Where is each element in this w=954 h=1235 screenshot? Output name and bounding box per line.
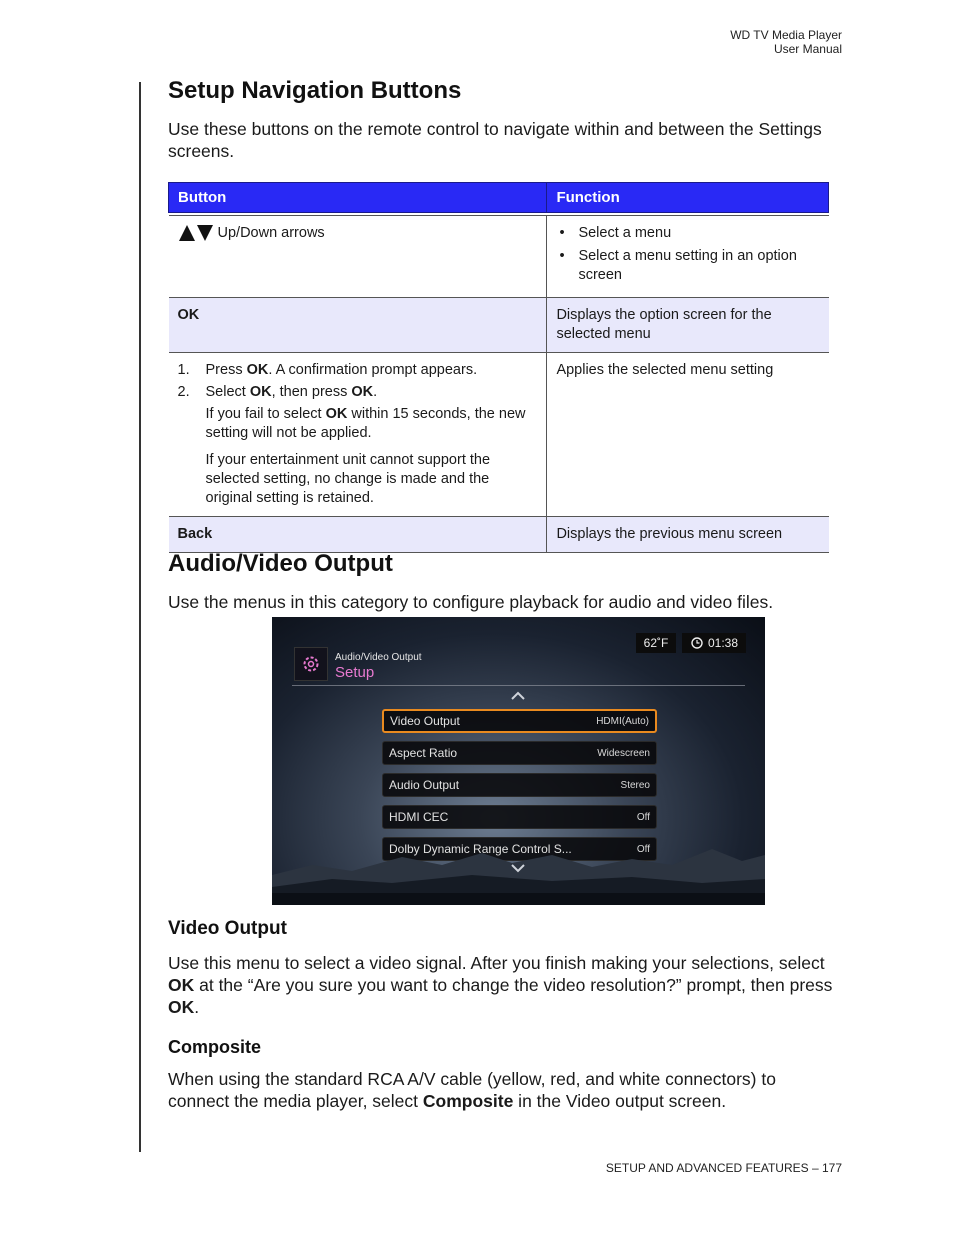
header-divider: [292, 685, 745, 686]
header-doc: User Manual: [773, 42, 842, 56]
navigation-buttons-table: [168, 182, 829, 553]
setup-screen-screenshot: [272, 617, 765, 905]
clock-badge: [682, 633, 746, 653]
section-title-av-output: Audio/Video Output: [168, 550, 393, 577]
clock-time: 01:38: [707, 636, 738, 650]
clock-icon: [691, 637, 703, 649]
subsection-title-video-output: Video Output: [168, 918, 287, 939]
menu-item-aspect-ratio[interactable]: Aspect Ratio Widescreen: [382, 741, 657, 765]
list-item: • Select a menu: [556, 224, 819, 243]
menu-item-hdmi-cec[interactable]: HDMI CEC Off: [382, 805, 657, 829]
margin-rule: [139, 82, 141, 1152]
page-footer: SETUP AND ADVANCED FEATURES – 177: [605, 1161, 842, 1175]
function-text: Displays the previous menu screen: [547, 517, 829, 553]
list-item: • Select a menu setting in an option screen: [556, 247, 819, 285]
section-title-navigation: Setup Navigation Buttons: [168, 77, 462, 104]
button-name: Back: [177, 526, 213, 542]
gear-icon: [294, 647, 328, 681]
column-header-function: Function: [547, 183, 829, 213]
button-name: Up/Down arrows: [217, 225, 325, 241]
button-name: OK: [177, 307, 200, 323]
note-text: If you fail to select OK within 15 seconds, the new setting will not be applied.: [205, 406, 526, 441]
up-down-arrows-icon: [178, 224, 218, 243]
chevron-up-icon[interactable]: [510, 691, 526, 701]
table-header-row: [169, 183, 829, 213]
section-intro-av-output: Use the menus in this category to configure playback for audio and video files.: [168, 592, 774, 612]
step-notes: [178, 405, 538, 508]
composite-text: When using the standard RCA A/V cable (yellow, red, and white connectors) to connect the media player, select Composite in the Video output screen.: [168, 1069, 776, 1111]
table-row: [169, 353, 829, 517]
table-row: [169, 216, 829, 298]
note-text: If your entertainment unit cannot support the selected setting, no change is made and the original setting is retained.: [205, 452, 491, 506]
video-output-text: Use this menu to select a video signal. After you finish making your selections, select OK at the “Are you sure you want to change the video resolution?” prompt, then press OK.: [168, 953, 833, 1017]
screen-title: Setup: [335, 664, 375, 681]
table-row: [169, 298, 829, 353]
table-row: [169, 517, 829, 553]
column-header-button: Button: [169, 183, 547, 213]
step-item: 1. Press OK. A confirmation prompt appears.: [177, 362, 478, 378]
running-header: [730, 28, 842, 56]
function-text: Displays the option screen for the selected menu: [547, 298, 829, 353]
chevron-down-icon[interactable]: [510, 863, 526, 873]
menu-item-video-output[interactable]: Video Output HDMI(Auto): [382, 709, 657, 733]
function-text: Applies the selected menu setting: [547, 353, 829, 517]
subsection-title-composite: Composite: [168, 1037, 262, 1057]
menu-item-audio-output[interactable]: Audio Output Stereo: [382, 773, 657, 797]
section-intro-navigation: Use these buttons on the remote control to navigate within and between the Settings screens.: [168, 119, 822, 161]
temperature-badge: 62˚F: [636, 633, 676, 653]
header-product: WD TV Media Player: [730, 28, 842, 42]
step-item: 2. Select OK, then press OK.: [177, 384, 378, 400]
menu-item-dolby-drc[interactable]: Dolby Dynamic Range Control S... Off: [382, 837, 657, 861]
screen-category: Audio/Video Output: [335, 652, 422, 663]
